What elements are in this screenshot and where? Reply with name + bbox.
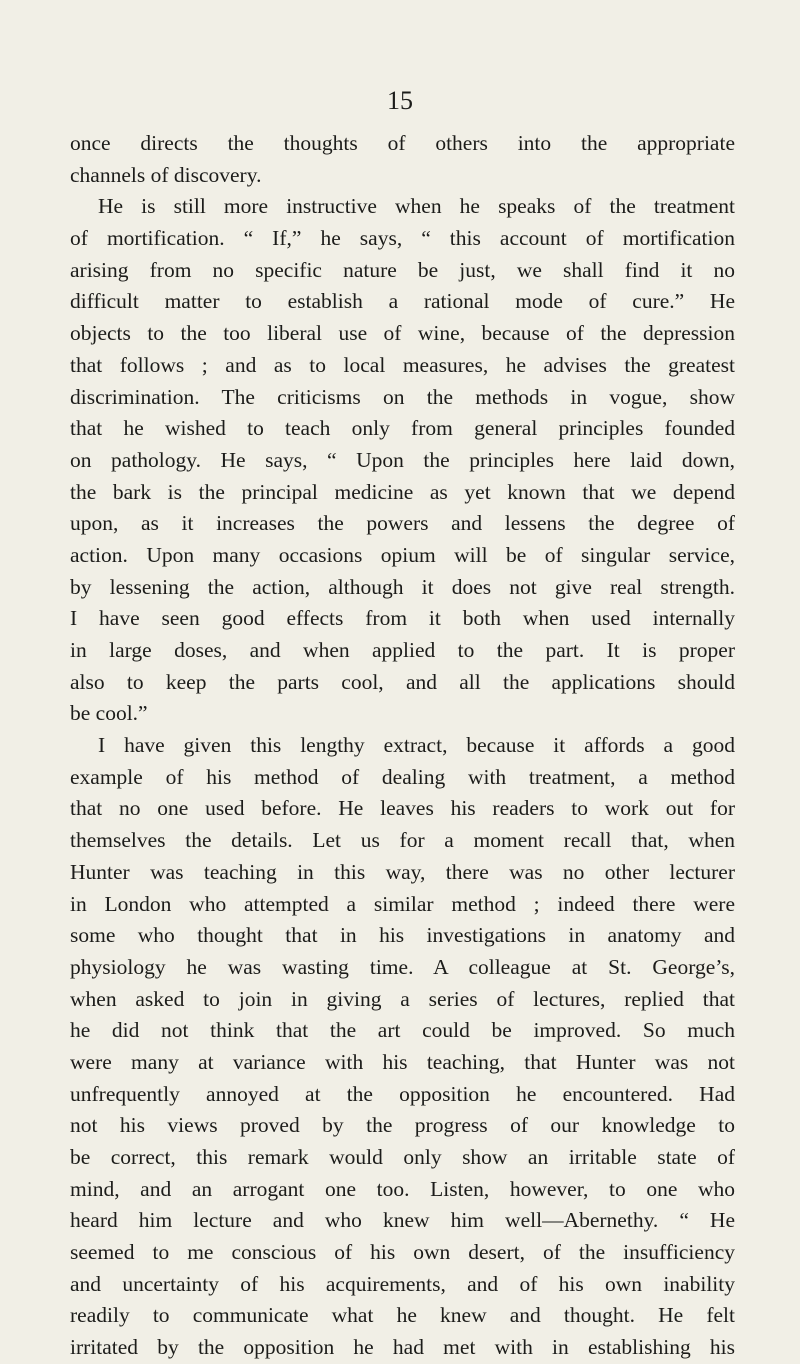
text-line: that he wished to teach only from general principles founded xyxy=(70,416,735,441)
body-text xyxy=(70,128,735,1364)
text-line: be correct, this remark would only show an irritable state of xyxy=(70,1145,735,1169)
text-line: themselves the details. Let us for a moment recall that, when xyxy=(70,828,735,853)
text-line: once directs the thoughts of others into the appropriate xyxy=(70,131,735,155)
text-line: by lessening the action, although it does not give real strength. xyxy=(70,574,735,599)
text-line: seemed to me conscious of his own desert, of the insufficiency xyxy=(70,1240,735,1265)
page-number: 15 xyxy=(387,86,413,115)
text-line: also to keep the parts cool, and all the applications should xyxy=(70,669,735,694)
text-line: channels of discovery. xyxy=(70,162,262,187)
text-line: on pathology. He says, “ Upon the principles here laid down, xyxy=(70,447,735,472)
text-line: and uncertainty of his acquirements, and of his own inability xyxy=(70,1271,735,1296)
text-line: mind, and an arrogant one too. Listen, however, to one who xyxy=(70,1176,735,1201)
text-line: I have seen good effects from it both when used internally xyxy=(70,606,735,631)
text-line: when asked to join in giving a series of lectures, replied that xyxy=(70,986,735,1011)
text-line: in London who attempted a similar method ; indeed there were xyxy=(70,891,735,916)
text-line: discrimination. The criticisms on the methods in vogue, show xyxy=(70,384,735,409)
text-line: action. Upon many occasions opium will be of singular service, xyxy=(70,542,735,567)
text-line: not his views proved by the progress of our knowledge to xyxy=(70,1113,735,1138)
text-line: Hunter was teaching in this way, there was no other lecturer xyxy=(70,859,735,884)
text-line: I have given this lengthy extract, because it affords a good xyxy=(98,733,735,758)
text-line: of mortification. “ If,” he says, “ this account of mortification xyxy=(70,226,735,251)
text-line: He is still more instructive when he speaks of the treatment xyxy=(98,194,735,219)
text-line: he did not think that the art could be improved. So much xyxy=(70,1018,735,1043)
text-line: difficult matter to establish a rational mode of cure.” He xyxy=(70,289,735,314)
text-line: in large doses, and when applied to the part. It is proper xyxy=(70,638,735,662)
text-line: unfrequently annoyed at the opposition he encountered. Had xyxy=(70,1081,735,1106)
text-line: example of his method of dealing with treatment, a method xyxy=(70,764,735,789)
text-line: arising from no specific nature be just, we shall find it no xyxy=(70,257,735,282)
text-line: some who thought that in his investigations in anatomy and xyxy=(70,923,735,948)
text-line: be cool.” xyxy=(70,701,148,726)
text-line: that no one used before. He leaves his readers to work out for xyxy=(70,796,735,821)
text-line: the bark is the principal medicine as yet known that we depend xyxy=(70,479,735,504)
text-line: objects to the too liberal use of wine, because of the depression xyxy=(70,321,735,346)
text-line: heard him lecture and who knew him well—Abernethy. “ He xyxy=(70,1208,735,1233)
text-line: physiology he was wasting time. A colleague at St. George’s, xyxy=(70,954,735,979)
text-line: were many at variance with his teaching, that Hunter was not xyxy=(70,1049,735,1074)
text-line: upon, as it increases the powers and lessens the degree of xyxy=(70,511,735,536)
text-line: irritated by the opposition he had met with in establishing his xyxy=(70,1335,735,1360)
text-line: readily to communicate what he knew and thought. He felt xyxy=(70,1303,735,1328)
text-line: that follows ; and as to local measures, he advises the greatest xyxy=(70,352,735,377)
